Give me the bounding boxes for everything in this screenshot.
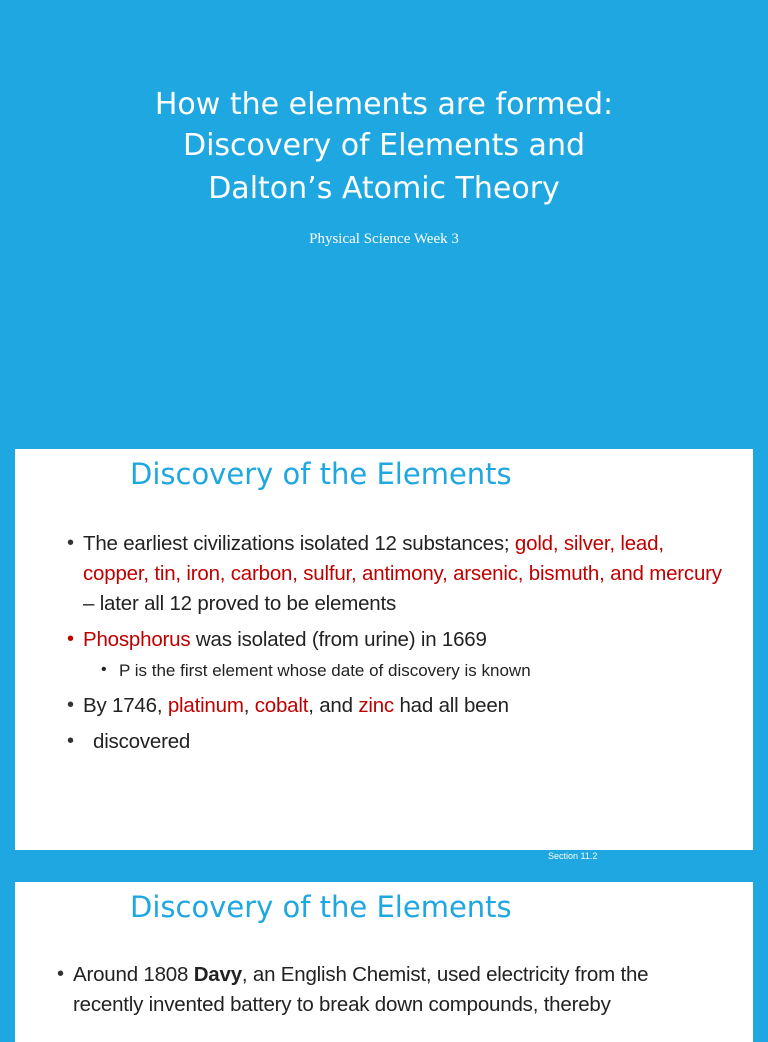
cobalt-red: cobalt	[254, 694, 309, 717]
bullet-text-tail: had all been	[393, 694, 509, 717]
sub-bullet-icon: •	[101, 661, 107, 678]
bullet-text-tail: was isolated (from urine) in 1669	[190, 628, 487, 651]
title-line-3: Dalton’s Atomic Theory	[208, 171, 560, 206]
bullet-text: The earliest civilizations isolated 12 substances;	[83, 532, 515, 555]
sep: , and	[308, 694, 359, 717]
bullet-list	[55, 960, 723, 1026]
slide-discovery-1	[15, 449, 753, 850]
bullet-icon: •	[67, 694, 74, 716]
bullet-text-tail: – later all 12 proved to be elements	[83, 592, 397, 615]
bullet-icon: •	[67, 532, 74, 554]
slide-title: Discovery of the Elements	[130, 457, 512, 491]
title-line-2: Discovery of Elements and	[182, 128, 585, 163]
bullet-text: Around 1808	[73, 963, 194, 986]
bullet-item	[55, 960, 723, 1020]
bullet-item	[65, 529, 723, 619]
element-list-red: gold, silver, lead, copper, tin, iron, carbon, sulfur, antimony, arsenic, bismuth, and mercury	[83, 532, 722, 585]
sub-bullet-text: P is the first element whose date of discovery is known	[119, 661, 531, 680]
davy-bold: Davy	[193, 963, 242, 986]
sep: ,	[243, 694, 255, 717]
sub-bullet-item	[65, 659, 723, 683]
bullet-icon: •	[67, 730, 74, 752]
platinum-red: platinum	[167, 694, 244, 717]
title-line-1: How the elements are formed:	[154, 87, 614, 122]
bullet-icon: •	[67, 628, 74, 650]
slide-title: Discovery of the Elements	[130, 890, 512, 924]
bullet-item	[65, 691, 723, 721]
bullet-text: discovered	[93, 730, 191, 753]
bullet-text: By 1746,	[83, 694, 168, 717]
section-label: Section 11.2	[548, 851, 598, 861]
bullet-item	[65, 727, 723, 757]
title-slide	[0, 0, 768, 440]
phosphorus-red: Phosphorus	[83, 628, 191, 651]
zinc-red: zinc	[358, 694, 394, 717]
subtitle: Physical Science Week 3	[309, 231, 459, 247]
slide-discovery-2	[15, 882, 753, 1042]
bullet-item	[65, 625, 723, 655]
bullet-text-tail: , an English Chemist, used electricity from the recently invented battery to break down compounds, thereby	[73, 963, 649, 1016]
bullet-list	[65, 529, 723, 763]
bullet-icon: •	[57, 963, 64, 985]
